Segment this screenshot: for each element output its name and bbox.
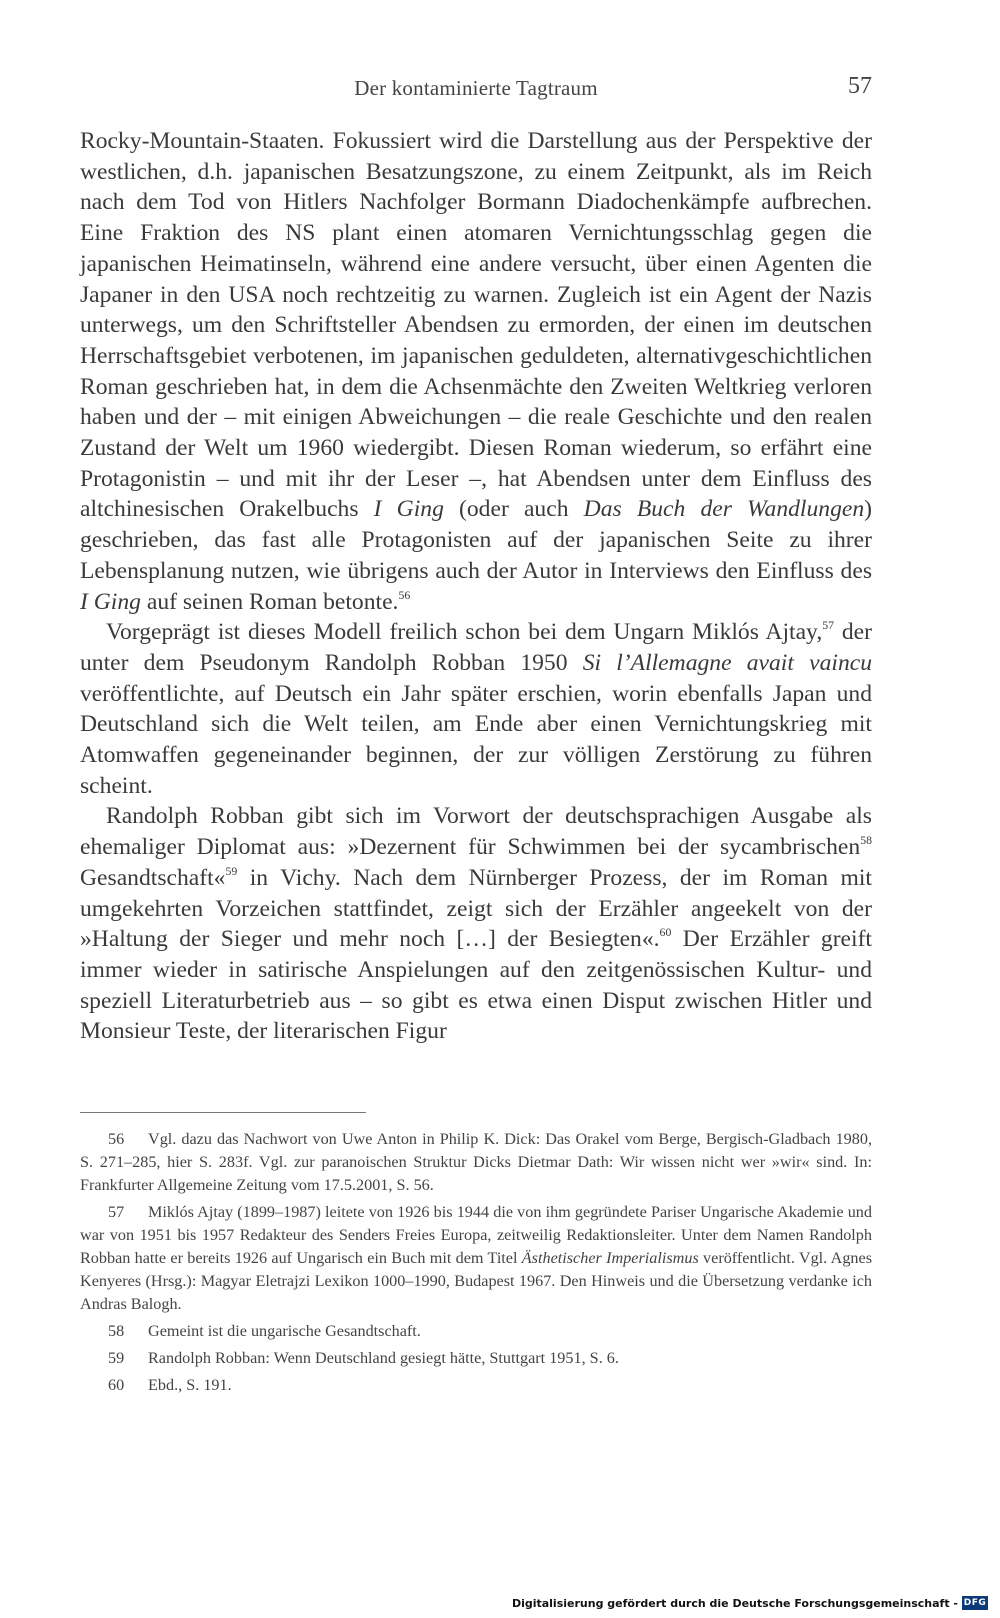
footnote-text: Miklós Ajtay (1899–1987) leitete von 1926 bis 1944 die von ihm gegründete Pariser Ungarische Akademie und war von 1951 bis 1957 Redakteur des Senders Freies Europa, zeitweilig Redaktionsleiter. Unter dem Namen Randolph Robban hatte er bereits 1926 auf Ungarisch ein Buch mit dem Titel [80,1203,872,1267]
book-title: I Ging [373,496,444,523]
paragraph-2 [80,617,872,801]
text-run: auf seinen Roman betonte. [140,588,399,615]
text-run: ) geschrieben, das fast alle Protagonisten auf der japanischen Seite zu ihrer Lebensplanung nutzen, wie übrigens auch der Autor in Interviews den Einfluss des [80,496,873,584]
text-run: veröffentlichte, auf Deutsch ein Jahr später erschien, worin ebenfalls Japan und Deutschland sich die Welt teilen, am Ende aber einen Vernichtungskrieg mit Atomwaffen gegeneinander beginnen, der zur völligen Zerstörung zu führen scheint. [80,680,872,799]
footnote-number: 57 [108,1203,125,1221]
text-run: Rocky-Mountain-Staaten. Fokussiert wird die Darstellung aus der Perspektive der westlichen, d.h. japanischen Besatzungszone, zu einem Zeitpunkt, als im Reich nach dem Tod von Hitlers Nachfolger Bormann Diadochenkämpfe aufbrechen. Eine Fraktion des NS plant einen atomaren Vernichtungsschlag gegen die japanischen Heimatinseln, während eine andere versucht, über einen Agenten die Japaner in den USA noch rechtzeitig zu warnen. Zugleich ist ein Agent der Nazis unterwegs, um den Schriftsteller Abendsen zu ermorden, der einen im deutschen Herrschaftsgebiet verbotenen, im japanischen geduldeten, alternativgeschichtlichen Roman geschrieben hat, in dem die Achsenmächte den Zweiten Weltkrieg verloren haben und der – mit einigen Abweichungen – die reale Geschichte und den realen Zustand der Welt um 1960 wiedergibt. Diesen Roman wiederum, so erfährt eine Protagonistin – und mit ihr der Leser –, hat Abendsen unter dem Einfluss des altchinesischen Orakelbuchs [80,128,872,523]
main-text [80,126,872,1047]
footnote-text: Gemeint ist die ungarische Gesandtschaft. [148,1322,421,1340]
text-run: in Vichy. Nach dem Nürnberger Prozess, der im Roman mit umgekehrten Vorzeichen stattfindet, zeigt sich der Erzähler angeekelt von der »Haltung der Sieger und mehr noch […] der Besiegten«. [80,864,872,953]
paragraph-1 [80,126,872,617]
footnote-text: Vgl. dazu das Nachwort von Uwe Anton in Philip K. Dick: Das Orakel vom Berge, Bergisch-Gladbach 1980, S. 271–285, hier S. 283f. Vgl. zur paranoischen Struktur Dicks Dietmar Dath: Wir wissen nicht wer »wir« sind. In: Frankfurter Allgemeine Zeitung vom 17.5.2001, S. 56. [80,1130,872,1194]
footnote-number: 59 [108,1349,125,1367]
footnote-ref-58[interactable]: 58 [860,833,872,848]
page-number: 57 [848,73,872,99]
text-run: Der Erzähler greift immer wieder in satirische Anspielungen auf den zeitgenössischen Kultur- und speziell Literaturbetrieb aus – so gibt es etwa einen Disput zwischen Hitler und Monsieur Teste, der literarischen Figur [80,926,872,1045]
running-title: Der kontaminierte Tagtraum [354,76,598,100]
footnote-ref-56[interactable]: 56 [398,587,411,602]
footnote-ref-59[interactable]: 59 [225,863,238,878]
footnote-number: 56 [108,1130,125,1148]
footnotes [80,1128,872,1401]
book-title: Das Buch der Wandlungen [583,496,865,523]
page-header [80,73,872,106]
footnote-60 [80,1374,872,1397]
banner-text: Digitalisierung gefördert durch die Deutsche Forschungsgemeinschaft - [511,1596,958,1610]
footnote-56 [80,1128,872,1197]
book-title: Ästhetischer Imperialismus [521,1249,699,1267]
footnote-number: 58 [108,1322,125,1340]
footnote-text: Randolph Robban: Wenn Deutschland gesiegt hätte, Stuttgart 1951, S. 6. [148,1349,619,1367]
footnote-text: veröffentlicht. Vgl. Agnes Kenyeres (Hrsg.): Magyar Eletrajzi Lexikon 1000–1990, Budapest 1967. Den Hinweis und die Übersetzung verdanke ich Andras Balogh. [80,1249,872,1313]
footnote-57 [80,1201,872,1316]
book-title: Si l’Allemagne avait vaincu [582,649,873,676]
footnote-number: 60 [108,1376,125,1394]
dfg-logo: DFG [963,1598,987,1608]
text-run: (oder auch [443,496,584,523]
footnote-ref-57[interactable]: 57 [822,618,835,633]
dfg-funding-banner [512,1596,988,1610]
paragraph-3 [80,801,872,1047]
text-run: Vorgeprägt ist dieses Modell freilich schon bei dem Ungarn Miklós Ajtay, [106,619,823,646]
text-run: der unter dem Pseudonym Randolph Robban 1950 [80,619,873,676]
text-run: Randolph Robban gibt sich im Vorwort der deutschsprachigen Ausgabe als ehemaliger Diplomat aus: »Dezernent für Schwimmen bei der sycambrischen [80,803,872,861]
book-title: I Ging [80,588,141,615]
footnote-separator [80,1112,366,1113]
footnote-ref-60[interactable]: 60 [659,925,672,940]
footnote-text: Ebd., S. 191. [148,1376,232,1394]
text-run: Gesandtschaft« [80,864,226,891]
footnote-59 [80,1347,872,1370]
footnote-58 [80,1320,872,1343]
